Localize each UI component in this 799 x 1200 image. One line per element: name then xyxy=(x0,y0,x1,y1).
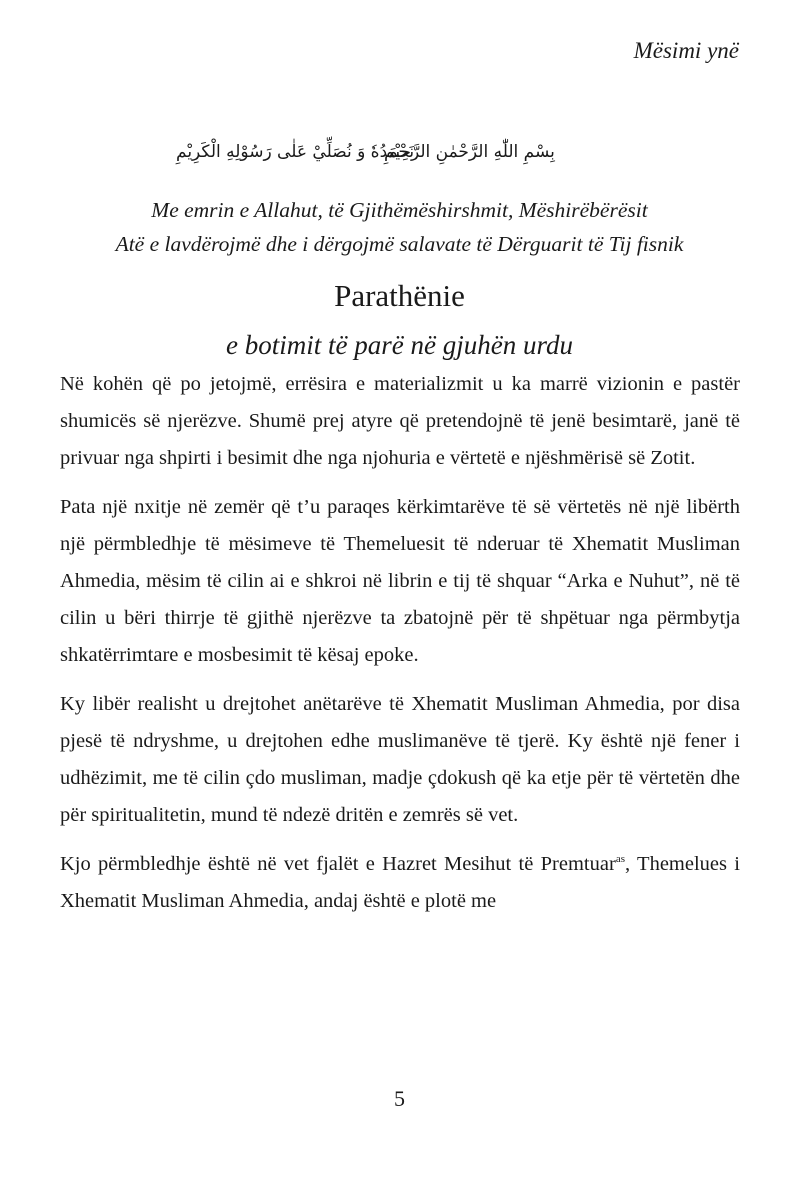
paragraph-last-end: , Themelues i Xhematit Musliman Ahmedia, andaj është e plotë me xyxy=(60,853,740,912)
page-subtitle: e botimit të parë në gjuhën urdu xyxy=(226,330,573,360)
page-title: Parathënie xyxy=(334,278,465,313)
page-number: 5 xyxy=(394,1086,405,1111)
paragraph: Pata një nxitje në zemër që t’u paraqes kërkimtarëve të së vërtetës në një libërth një përmbledhje të mësimeve të Themeluesit të nderuar të Xhematit Musliman Ahmedia, mësim të cilin ai e shkroi në librin e tij të shquar “Arka e Nuhut”, në të cilin u bëri thirrje të gjithë njerëzve ta zbatojnë për të shpëtuar nga përmbytja shkatërrimtare e mosbesimit të kësaj epoke. xyxy=(60,496,740,666)
running-head: Mësimi ynë xyxy=(633,38,739,63)
paragraph: Në kohën që po jetojmë, errësira e materializmit u ka marrë vizionin e pastër shumicës së njerëzve. Shumë prej atyre që pretendojnë të jenë besimtarë, janë të privuar nga shpirti i besimit dhe nga njohuria e vërtetë e njëshmërisë së Zotit. xyxy=(60,373,740,469)
paragraph: Ky libër realisht u drejtohet anëtarëve të Xhematit Musliman Ahmedia, por disa pjesë të ndryshme, u drejtohen edhe muslimanëve të tjerë. Ky është një fener i udhëzimit, me të cilin çdo musliman, madje çdokush që ka etje për të vërtetën dhe për spiritualitetin, mund të ndezë dritën e zemrës së vet. xyxy=(60,693,740,826)
invocation-line-2: Atë e lavdërojmë dhe i dërgojmë salavate të Dërguarit të Tij fisnik xyxy=(115,232,684,256)
paragraph-last xyxy=(60,846,740,920)
invocation-translation xyxy=(0,193,799,261)
paragraph-last-start: Kjo përmbledhje është në vet fjalët e Hazret Mesihut të Premtuar xyxy=(60,853,616,875)
arabic-salutation: نَحْمَدُهٗ وَ نُصَلِّيْ عَلٰى رَسُوْلِهِ الْكَرِيْمِ xyxy=(176,142,415,162)
honorific-superscript: as xyxy=(615,853,625,866)
body-text xyxy=(60,366,740,932)
invocation-line-1: Me emrin e Allahut, të Gjithëmëshirshmit, Mëshirëbërësit xyxy=(151,198,648,222)
arabic-basmala: بِسْمِ اللّٰهِ الرَّحْمٰنِ الرَّحِيْمِ xyxy=(384,142,555,162)
